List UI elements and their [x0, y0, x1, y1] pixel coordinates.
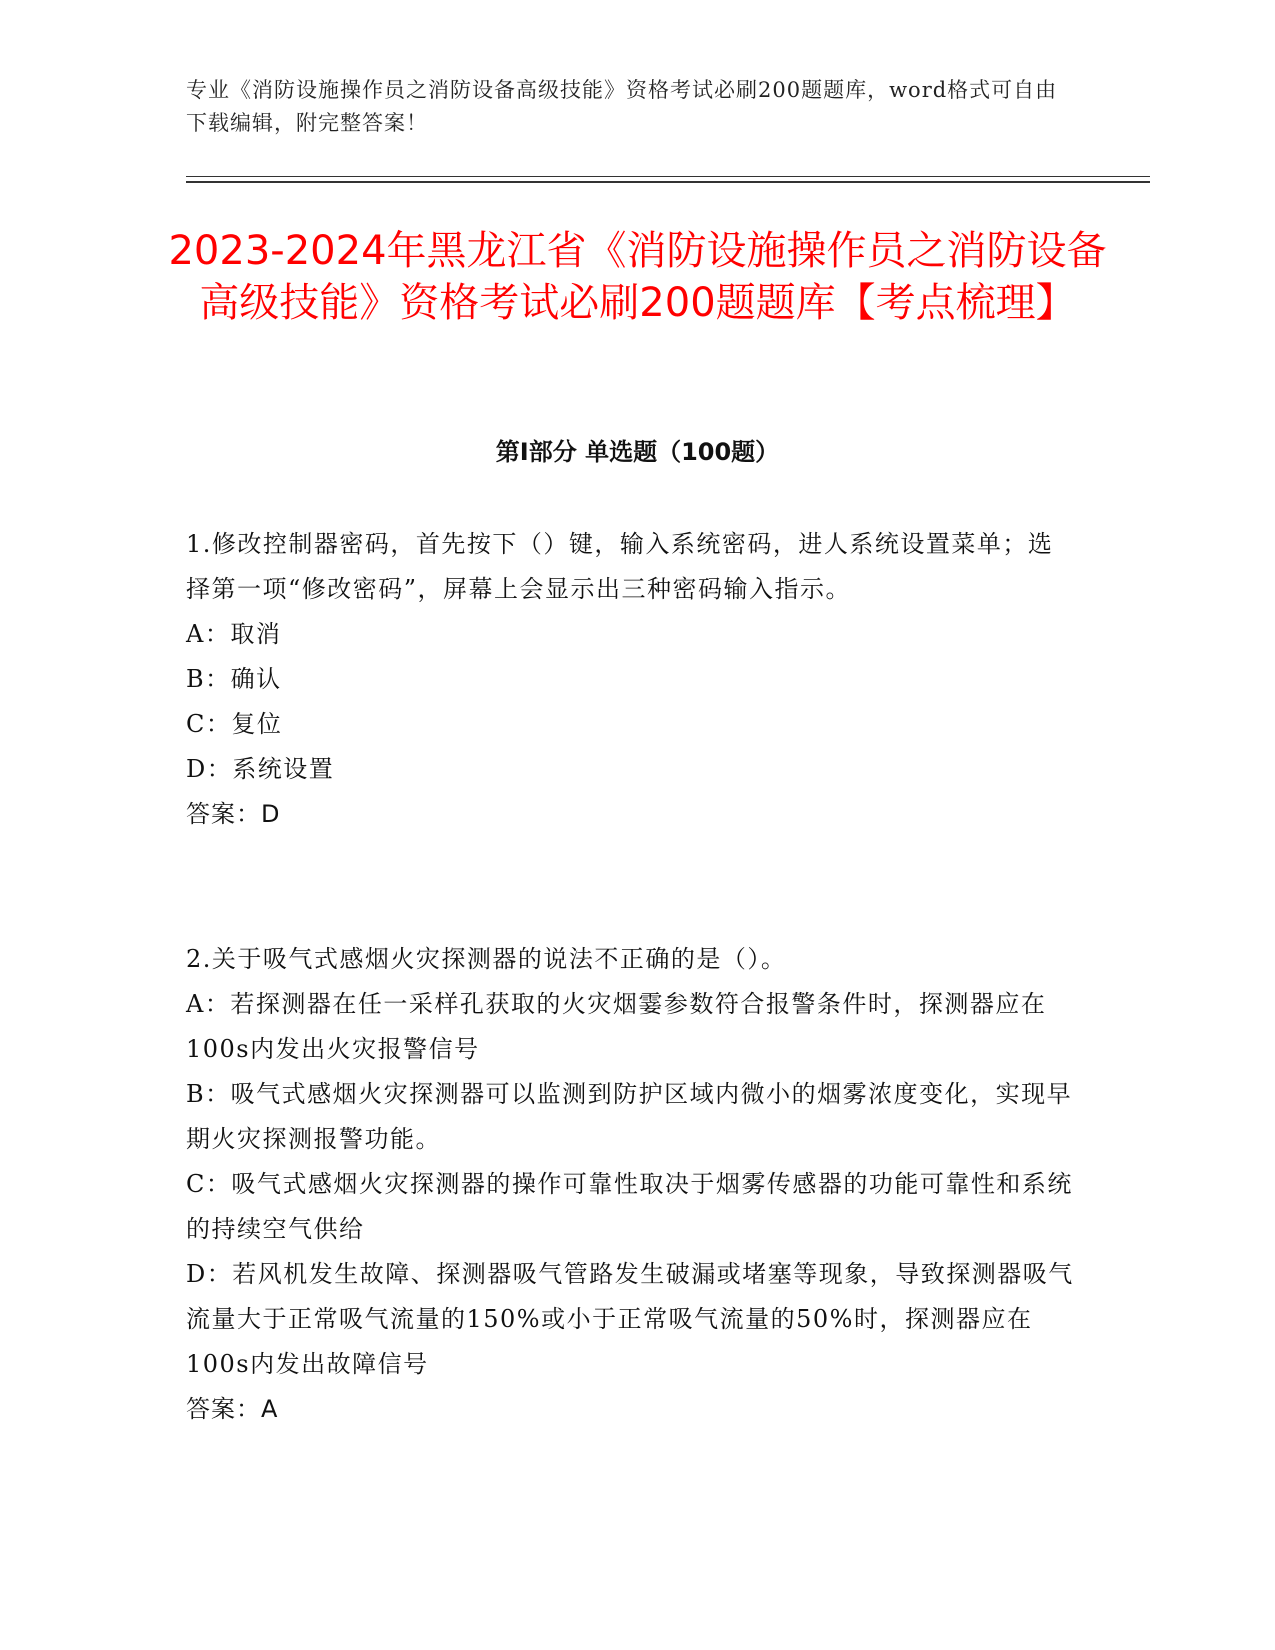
option-d: D：若风机发生故障、探测器吸气管路发生破漏或堵塞等现象，导致探测器吸气流量大于正常吸气流量的150%或小于正常吸气流量的50%时，探测器应在100s内发出故障信号 [186, 1260, 1074, 1378]
document-title: 2023-2024年黑龙江省《消防设施操作员之消防设备高级技能》资格考试必刷200题题库【考点梳理】 [168, 228, 1107, 326]
header-divider-thin [186, 176, 1150, 177]
answer: 答案：D [186, 800, 281, 828]
option-a: A：取消 [186, 620, 282, 648]
option-d: D：系统设置 [186, 755, 335, 783]
question-stem: 2.关于吸气式感烟火灾探测器的说法不正确的是（）。 [186, 945, 787, 973]
answer: 答案：A [186, 1395, 279, 1423]
question-stem: 1.修改控制器密码，首先按下（）键，输入系统密码，进人系统设置菜单；选择第一项“修改密码”，屏幕上会显示出三种密码输入指示。 [186, 530, 1054, 603]
option-b: B：确认 [186, 665, 282, 693]
option-c: C：吸气式感烟火灾探测器的操作可靠性取决于烟雾传感器的功能可靠性和系统的持续空气供给 [186, 1170, 1073, 1243]
header-divider-thick [186, 181, 1150, 183]
option-b: B：吸气式感烟火灾探测器可以监测到防护区域内微小的烟雾浓度变化，实现早期火灾探测报警功能。 [186, 1080, 1073, 1153]
question-1 [186, 522, 1076, 837]
option-c: C：复位 [186, 710, 283, 738]
question-2 [186, 937, 1076, 1432]
option-a: A：若探测器在任一采样孔获取的火灾烟霎参数符合报警条件时，探测器应在100s内发出火灾报警信号 [186, 990, 1047, 1063]
section-heading: 第Ⅰ部分 单选题（100题） [495, 438, 780, 466]
header-note: 专业《消防设施操作员之消防设备高级技能》资格考试必刷200题题库，word格式可自由下载编辑，附完整答案！ [186, 78, 1058, 135]
